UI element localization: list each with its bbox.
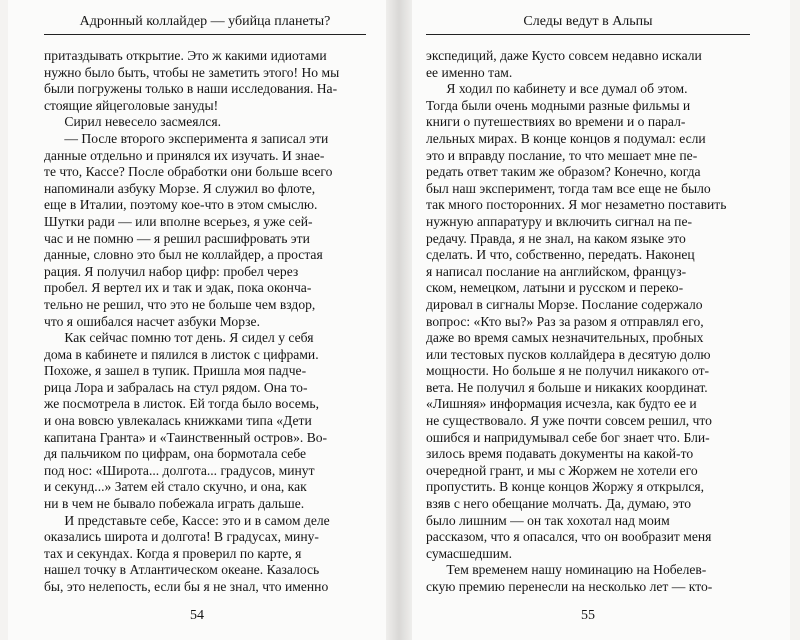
text-line: был наш эксперимент, тогда там все еще не было	[426, 180, 711, 196]
text-line: или тестовых пусков коллайдера в десятую долю	[426, 346, 711, 362]
text-line: ском, немецком, латыни и русском и переко-	[426, 280, 684, 296]
paragraph	[426, 81, 750, 562]
text-line: что я ошибался насчет азбуки Морзе.	[44, 313, 260, 329]
text-line: рация. Я получил набор цифр: пробел через	[44, 263, 299, 279]
text-line: ее именно там.	[426, 64, 513, 80]
text-line: вопрос: «Кто вы?» Раз за разом я отправлял его,	[426, 313, 704, 329]
right-page	[412, 0, 790, 640]
text-line: было лишним — он так хохотал над моим	[426, 512, 670, 528]
text-line: напоминали азбуку Морзе. Я служил во флоте,	[44, 180, 316, 196]
text-line: те что, Кассе? После обработки они больше всего	[44, 164, 333, 180]
text-line: были погружены только в наши исследования. На-	[44, 81, 338, 97]
text-line: И представьте себе, Кассе: это и в самом деле	[64, 512, 330, 528]
book-gutter	[386, 0, 412, 640]
text-line: дя пальчиком по цифрам, она бормотала себе	[44, 446, 307, 462]
text-line: Как сейчас помню тот день. Я сидел у себя	[64, 330, 314, 346]
text-line: нашел точку в Атлантическом океане. Казалось	[44, 562, 320, 578]
text-line: даже во время самых незначительных, пробных	[426, 330, 704, 346]
text-line: тах и секундах. Когда я проверил по карте, я	[44, 545, 302, 561]
page-number-right: 55	[581, 608, 595, 623]
text-line: притаздывать открытие. Это ж какими идиотами	[44, 48, 327, 63]
text-line: оказались широта и долгота! В градусах, мину-	[44, 529, 319, 545]
text-line: вета. Не получил я больше и никаких координат.	[426, 379, 708, 395]
text-line: «Лишняя» информация исчезла, как будто ее и	[426, 396, 697, 412]
text-line: Тогда были очень модными разные фильмы и	[426, 97, 691, 113]
text-line: Похоже, я зашел в тупик. Пришла моя падче-	[44, 363, 307, 379]
text-line: сделать. И что, собственно, передать. Наконец	[426, 247, 695, 263]
text-line: данные, словно это был не коллайдер, а простая	[44, 247, 323, 263]
text-line: я написал послание на английском, француз-	[426, 263, 687, 279]
text-line: очередной грант, и мы с Жоржем не хотели его	[426, 462, 698, 478]
text-line: это и вправду послание, то что мешает мне пе-	[426, 147, 698, 163]
text-line: Шутки ради — или вполне всерьез, я уже сей-	[44, 213, 313, 229]
text-line: зилось время подавать документы на какой-то	[426, 446, 694, 462]
text-line: бы, это нелепость, если бы я не знал, что именно	[44, 579, 329, 594]
text-line: пробел. Я вертел их и так и эдак, пока оконча-	[44, 280, 312, 296]
text-line: так много посторонних. Я мог незаметно поставить	[426, 197, 727, 213]
text-line: стоящие яйцеголовые зануды!	[44, 97, 219, 113]
paragraph	[44, 114, 366, 131]
text-line: и секунд...» Затем ей стало скучно, и она, как	[44, 479, 307, 495]
text-line: экспедиций, даже Кусто совсем недавно искали	[426, 48, 702, 63]
text-line: ошибся и напридумывал себе бог знает что. Бли-	[426, 429, 710, 445]
text-line: — После второго эксперимента я записал эти	[64, 130, 329, 146]
running-header-right: Следы ведут в Альпы	[426, 12, 750, 35]
left-page	[8, 0, 386, 640]
text-line: еще в Италии, поэтому кое-что в этом смыслю.	[44, 197, 318, 213]
running-header-left: Адронный коллайдер — убийца планеты?	[44, 12, 366, 35]
text-line: нужно было быть, чтобы не заметить этого! Но мы	[44, 64, 340, 80]
paragraph	[44, 513, 366, 594]
paragraph	[44, 131, 366, 330]
text-line: дировал в сигналы Морзе. Послание содержало	[426, 296, 703, 312]
text-line: час и не помню — я решил расшифровать эти	[44, 230, 310, 246]
paragraph	[426, 48, 750, 81]
text-line: рица Лора и забралась на стул рядом. Она то-	[44, 379, 308, 395]
text-line: нужную аппаратуру и включить сигнал на пе-	[426, 213, 693, 229]
text-line: взяв с него обещание молчать. Да, думаю, это	[426, 496, 692, 512]
text-line: книги о путешествиях во времени и о парал-	[426, 114, 686, 130]
paragraph	[44, 330, 366, 513]
left-page-text	[44, 48, 366, 594]
text-line: ни в чем не бывало побежала играть дальше.	[44, 496, 305, 512]
text-line: и она вовсю увлекалась книжками типа «Дети	[44, 413, 312, 429]
text-line: пропустить. В конце концов Жоржу я открылся,	[426, 479, 705, 495]
text-line: мощности. Но больше я не получил никакого от-	[426, 363, 710, 379]
page-number-left: 54	[190, 608, 204, 623]
text-line: Тем временем нашу номинацию на Нобелев-	[446, 562, 707, 578]
text-line: же посмотрела в листок. Ей тогда было восемь,	[44, 396, 320, 412]
text-line: скую премию перенесли на несколько лет — кто-	[426, 579, 713, 594]
text-line: Сирил невесело засмеялся.	[64, 114, 222, 130]
text-line: данные отдельно и принялся их изучать. И знае-	[44, 147, 325, 163]
text-line: дома в кабинете и пялился в листок с цифрами.	[44, 346, 319, 362]
right-page-text	[426, 48, 750, 594]
text-line: редать ответ таким же образом? Конечно, когда	[426, 164, 701, 180]
text-line: не существовало. Я уже почти совсем решил, что	[426, 413, 712, 429]
paragraph	[426, 562, 750, 594]
text-line: редачу. Правда, я не знал, на каком языке это	[426, 230, 686, 246]
paragraph	[44, 48, 366, 114]
text-line: под нос: «Широта... долгота... градусов, минут	[44, 462, 315, 478]
text-line: сумасшедшим.	[426, 545, 513, 561]
text-line: рассказом, что я опасался, что он вообразит меня	[426, 529, 712, 545]
text-line: тельно не решил, что это не больше чем вздор,	[44, 296, 316, 312]
text-line: лельных мирах. В конце концов я подумал: если	[426, 130, 706, 146]
text-line: Я ходил по кабинету и все думал об этом.	[446, 81, 688, 97]
text-line: капитана Гранта» и «Таинственный остров». Во-	[44, 429, 328, 445]
